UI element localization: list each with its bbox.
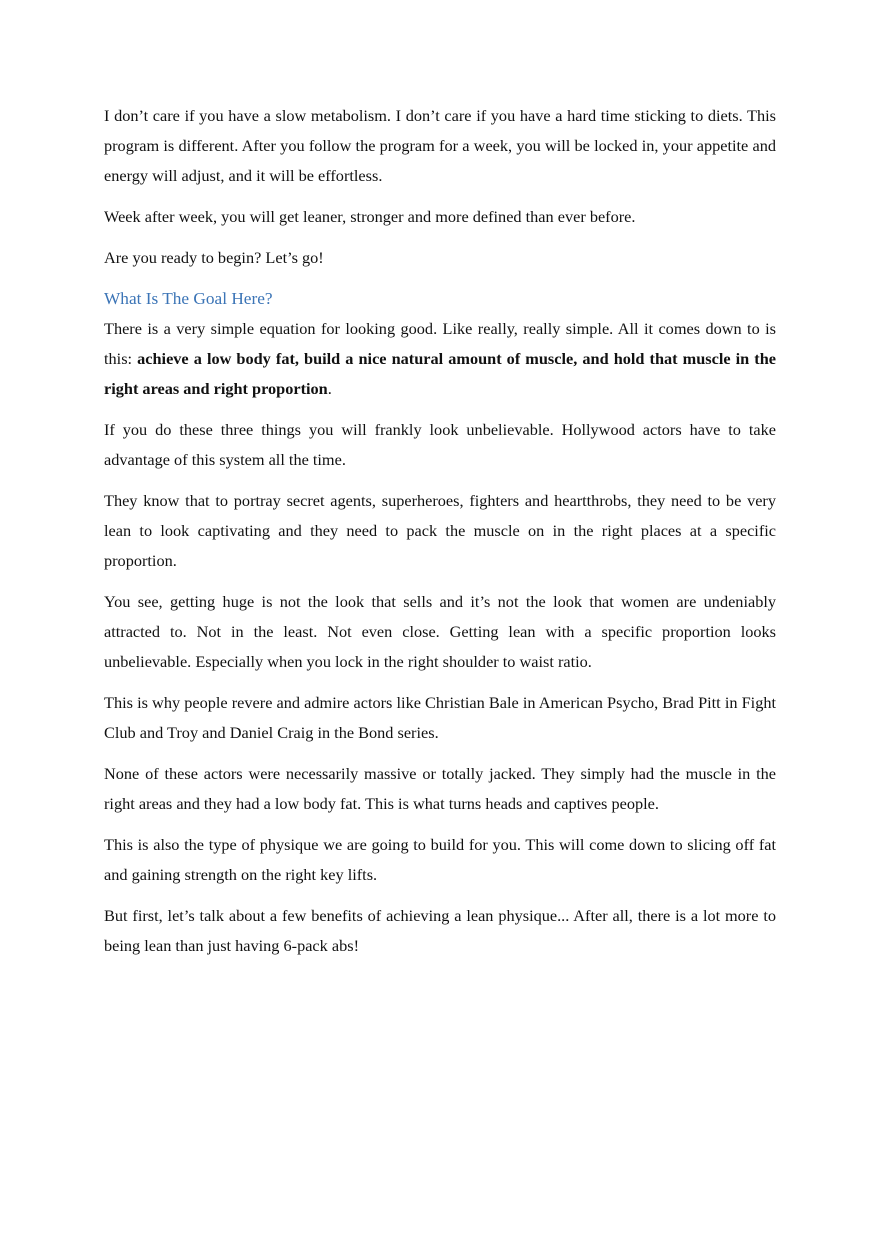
section-paragraph-4: You see, getting huge is not the look that sells and it’s not the look that women are undeniably attracted to. Not in the least. Not even close. Getting lean with a specific proportion looks unbelievable. Especially when you lock in the right shoulder to waist ratio. <box>104 592 776 671</box>
section-paragraph-2: If you do these three things you will frankly look unbelievable. Hollywood actors have to take advantage of this system all the time. <box>104 420 776 469</box>
section-heading: What Is The Goal Here? <box>104 289 273 308</box>
section-paragraph-7: This is also the type of physique we are going to build for you. This will come down to slicing off fat and gaining strength on the right key lifts. <box>104 835 776 884</box>
section-paragraph-8: But first, let’s talk about a few benefits of achieving a lean physique... After all, there is a lot more to being lean than just having 6-pack abs! <box>104 906 776 955</box>
section-paragraph-1 <box>104 314 776 404</box>
section-paragraph-1-end: . <box>327 379 332 398</box>
section-paragraph-3: They know that to portray secret agents, superheroes, fighters and heartthrobs, they need to be very lean to look captivating and they need to pack the muscle on in the right places at a specific proportion. <box>104 491 776 570</box>
intro-paragraph-3: Are you ready to begin? Let’s go! <box>104 248 324 267</box>
section-paragraph-1-lead: There is a very simple equation for looking good. Like really, really simple. All it comes down to is this: <box>104 319 776 368</box>
section-paragraph-5: This is why people revere and admire actors like Christian Bale in American Psycho, Brad Pitt in Fight Club and Troy and Daniel Craig in the Bond series. <box>104 693 776 742</box>
intro-paragraph-2: Week after week, you will get leaner, stronger and more defined than ever before. <box>104 207 636 226</box>
section-paragraph-1-bold: achieve a low body fat, build a nice natural amount of muscle, and hold that muscle in the right areas and right proportion <box>104 349 776 398</box>
document-page <box>104 101 776 972</box>
section-paragraph-6: None of these actors were necessarily massive or totally jacked. They simply had the muscle in the right areas and they had a low body fat. This is what turns heads and captives people. <box>104 764 776 813</box>
intro-paragraph-1: I don’t care if you have a slow metabolism. I don’t care if you have a hard time sticking to diets. This program is different. After you follow the program for a week, you will be locked in, your appetite and energy will adjust, and it will be effortless. <box>104 106 776 185</box>
